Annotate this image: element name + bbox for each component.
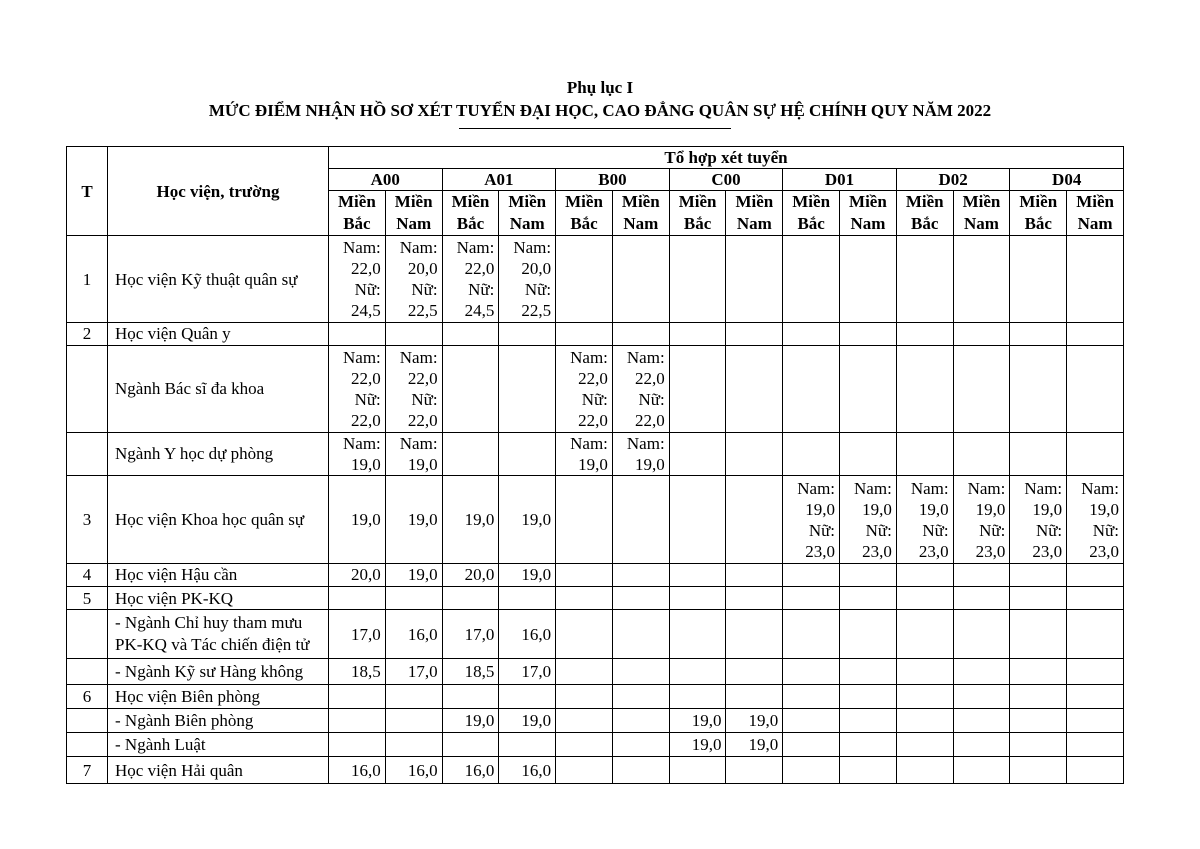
score-cell	[329, 708, 386, 732]
row-number: 3	[67, 476, 108, 563]
score-cell	[726, 587, 783, 610]
score-cell	[896, 733, 953, 757]
score-cell	[840, 432, 897, 476]
score-cell: 19,0	[726, 708, 783, 732]
score-cell	[499, 685, 556, 708]
combo-header: D04	[1010, 169, 1124, 191]
score-cell: 19,0	[329, 476, 386, 563]
score-cell	[896, 587, 953, 610]
score-cell	[612, 757, 669, 784]
score-cell: Nam: 22,0 Nữ: 22,0	[329, 345, 386, 432]
score-cell	[556, 685, 613, 708]
score-cell	[1010, 757, 1067, 784]
row-number	[67, 659, 108, 685]
score-cell	[499, 587, 556, 610]
score-cell	[442, 587, 499, 610]
score-cell	[953, 685, 1010, 708]
score-cell	[1010, 733, 1067, 757]
score-cell: 16,0	[385, 757, 442, 784]
score-cell	[556, 563, 613, 586]
score-cell	[896, 708, 953, 732]
score-cell	[840, 610, 897, 659]
score-cell	[612, 659, 669, 685]
score-cell	[953, 432, 1010, 476]
score-cell	[1067, 345, 1124, 432]
region-north-header: Miền Bắc	[556, 191, 613, 236]
score-cell	[669, 345, 726, 432]
score-cell	[783, 610, 840, 659]
score-cell	[783, 236, 840, 323]
score-cell	[1010, 236, 1067, 323]
score-cell	[953, 708, 1010, 732]
school-name: Học viện Hải quân	[108, 757, 329, 784]
score-cell: 20,0	[442, 563, 499, 586]
table-body	[67, 236, 1124, 784]
score-cell	[726, 323, 783, 345]
score-cell	[1010, 345, 1067, 432]
row-number	[67, 610, 108, 659]
school-name: Học viện Hậu cần	[108, 563, 329, 586]
school-name: Học viện PK-KQ	[108, 587, 329, 610]
score-cell	[1067, 659, 1124, 685]
school-name: Học viện Kỹ thuật quân sự	[108, 236, 329, 323]
score-cell	[385, 685, 442, 708]
school-name: Học viện Quân y	[108, 323, 329, 345]
score-cell: Nam: 19,0 Nữ: 23,0	[783, 476, 840, 563]
score-cell	[726, 685, 783, 708]
score-cell	[726, 236, 783, 323]
score-cell	[385, 587, 442, 610]
score-cell	[726, 659, 783, 685]
score-cell	[953, 563, 1010, 586]
row-number: 2	[67, 323, 108, 345]
combo-header: D01	[783, 169, 897, 191]
score-cell	[726, 345, 783, 432]
score-cell	[385, 323, 442, 345]
score-cell	[1067, 685, 1124, 708]
combo-header: C00	[669, 169, 783, 191]
score-cell	[499, 733, 556, 757]
region-south-header: Miền Nam	[953, 191, 1010, 236]
score-cell	[556, 323, 613, 345]
score-cell	[953, 236, 1010, 323]
score-cell	[840, 708, 897, 732]
score-cell	[896, 659, 953, 685]
score-cell	[840, 685, 897, 708]
region-north-header: Miền Bắc	[1010, 191, 1067, 236]
score-cell	[329, 733, 386, 757]
score-cell	[1010, 685, 1067, 708]
score-cell	[612, 708, 669, 732]
table-row	[67, 563, 1124, 586]
score-cell	[896, 432, 953, 476]
score-cell	[783, 323, 840, 345]
score-cell	[783, 708, 840, 732]
score-cell	[783, 345, 840, 432]
combo-header: D02	[896, 169, 1010, 191]
table-row	[67, 733, 1124, 757]
score-cell	[442, 733, 499, 757]
score-cell: Nam: 22,0 Nữ: 22,0	[385, 345, 442, 432]
score-cell	[1067, 432, 1124, 476]
school-name: Học viện Biên phòng	[108, 685, 329, 708]
score-cell	[1010, 610, 1067, 659]
score-cell: Nam: 19,0 Nữ: 23,0	[840, 476, 897, 563]
score-cell	[726, 563, 783, 586]
table-row	[67, 432, 1124, 476]
region-north-header: Miền Bắc	[329, 191, 386, 236]
score-cell	[1067, 236, 1124, 323]
score-cell	[442, 685, 499, 708]
score-cell	[783, 685, 840, 708]
region-south-header: Miền Nam	[499, 191, 556, 236]
region-south-header: Miền Nam	[840, 191, 897, 236]
score-cell: Nam: 20,0 Nữ: 22,5	[385, 236, 442, 323]
row-number	[67, 733, 108, 757]
score-cell: 17,0	[329, 610, 386, 659]
score-cell	[896, 323, 953, 345]
score-cell	[499, 432, 556, 476]
score-cell	[556, 476, 613, 563]
score-cell	[1067, 733, 1124, 757]
score-cell: Nam: 22,0 Nữ: 22,0	[612, 345, 669, 432]
table-row	[67, 236, 1124, 323]
score-cell	[953, 733, 1010, 757]
col-stt-header: T	[67, 147, 108, 236]
score-cell	[783, 757, 840, 784]
score-cell	[499, 345, 556, 432]
combo-header: A00	[329, 169, 443, 191]
score-cell	[1067, 323, 1124, 345]
document-title: MỨC ĐIỂM NHẬN HỒ SƠ XÉT TUYỂN ĐẠI HỌC, CAO ĐẲNG QUÂN SỰ HỆ CHÍNH QUY NĂM 2022	[208, 101, 992, 120]
score-cell	[669, 236, 726, 323]
row-number: 6	[67, 685, 108, 708]
region-south-header: Miền Nam	[726, 191, 783, 236]
score-cell	[840, 563, 897, 586]
score-cell	[953, 345, 1010, 432]
score-cell: 19,0	[385, 563, 442, 586]
score-cell: 19,0	[499, 476, 556, 563]
score-cell: Nam: 22,0 Nữ: 24,5	[442, 236, 499, 323]
school-name: - Ngành Chỉ huy tham mưu PK-KQ và Tác chiến điện tử	[108, 610, 329, 659]
score-cell	[896, 685, 953, 708]
table-row	[67, 323, 1124, 345]
table-row	[67, 708, 1124, 732]
score-cell	[726, 476, 783, 563]
school-name: - Ngành Kỹ sư Hàng không	[108, 659, 329, 685]
score-cell	[669, 563, 726, 586]
score-cell: 16,0	[329, 757, 386, 784]
score-cell	[783, 432, 840, 476]
score-cell	[669, 587, 726, 610]
score-cell: Nam: 19,0 Nữ: 23,0	[1067, 476, 1124, 563]
score-cell: 19,0	[726, 733, 783, 757]
score-cell	[840, 587, 897, 610]
combo-group-header: Tổ hợp xét tuyển	[329, 147, 1124, 169]
score-cell	[556, 610, 613, 659]
score-cell: 19,0	[442, 708, 499, 732]
score-cell: 16,0	[499, 610, 556, 659]
col-school-header: Học viện, trường	[108, 147, 329, 236]
score-cell: 17,0	[499, 659, 556, 685]
row-number: 7	[67, 757, 108, 784]
score-cell	[840, 323, 897, 345]
score-cell	[329, 323, 386, 345]
score-cell	[556, 659, 613, 685]
score-cell	[442, 323, 499, 345]
score-cell	[1067, 587, 1124, 610]
score-cell	[783, 587, 840, 610]
score-cell: Nam: 20,0 Nữ: 22,5	[499, 236, 556, 323]
score-cell	[329, 587, 386, 610]
row-number	[67, 345, 108, 432]
score-cell: 19,0	[499, 708, 556, 732]
score-cell	[1010, 323, 1067, 345]
score-cell	[1010, 432, 1067, 476]
score-cell	[840, 345, 897, 432]
score-cell	[783, 733, 840, 757]
score-cell: 16,0	[385, 610, 442, 659]
score-cell	[840, 659, 897, 685]
score-cell: Nam: 19,0 Nữ: 23,0	[1010, 476, 1067, 563]
score-cell: Nam: 19,0	[385, 432, 442, 476]
score-cell: 17,0	[385, 659, 442, 685]
score-cell	[669, 757, 726, 784]
score-cell	[442, 345, 499, 432]
score-cell	[612, 476, 669, 563]
region-south-header: Miền Nam	[385, 191, 442, 236]
school-name: Ngành Y học dự phòng	[108, 432, 329, 476]
score-cell: 17,0	[442, 610, 499, 659]
score-cell: Nam: 22,0 Nữ: 24,5	[329, 236, 386, 323]
score-cell	[669, 610, 726, 659]
table-row	[67, 685, 1124, 708]
score-cell	[1067, 610, 1124, 659]
score-cell: 20,0	[329, 563, 386, 586]
score-cell	[953, 757, 1010, 784]
score-cell	[726, 757, 783, 784]
region-south-header: Miền Nam	[1067, 191, 1124, 236]
score-cell	[896, 236, 953, 323]
score-cell	[556, 733, 613, 757]
score-cell: 16,0	[442, 757, 499, 784]
score-cell	[612, 563, 669, 586]
score-cell	[783, 659, 840, 685]
score-cell	[669, 432, 726, 476]
table-row	[67, 476, 1124, 563]
score-cell: 19,0	[442, 476, 499, 563]
score-cell: Nam: 19,0	[329, 432, 386, 476]
score-cell	[669, 323, 726, 345]
score-cell: Nam: 19,0 Nữ: 23,0	[896, 476, 953, 563]
region-north-header: Miền Bắc	[669, 191, 726, 236]
region-north-header: Miền Bắc	[783, 191, 840, 236]
score-cell	[612, 323, 669, 345]
score-cell	[612, 733, 669, 757]
table-row	[67, 345, 1124, 432]
score-cell: Nam: 19,0	[612, 432, 669, 476]
score-cell	[1067, 708, 1124, 732]
region-south-header: Miền Nam	[612, 191, 669, 236]
score-cell	[612, 610, 669, 659]
score-cell	[953, 659, 1010, 685]
score-cell	[896, 563, 953, 586]
school-name: - Ngành Biên phòng	[108, 708, 329, 732]
score-cell: 19,0	[669, 733, 726, 757]
score-cell	[840, 757, 897, 784]
score-cell	[783, 563, 840, 586]
score-cell	[669, 685, 726, 708]
score-cell	[1067, 757, 1124, 784]
row-number: 4	[67, 563, 108, 586]
score-cell	[1010, 708, 1067, 732]
school-name: Ngành Bác sĩ đa khoa	[108, 345, 329, 432]
combo-header: B00	[556, 169, 670, 191]
score-cell	[442, 432, 499, 476]
score-cell	[612, 685, 669, 708]
admission-score-table	[66, 146, 1124, 784]
region-north-header: Miền Bắc	[442, 191, 499, 236]
score-cell	[953, 323, 1010, 345]
row-number: 1	[67, 236, 108, 323]
title-underline	[459, 128, 731, 129]
score-cell	[953, 587, 1010, 610]
row-number: 5	[67, 587, 108, 610]
score-cell: 18,5	[442, 659, 499, 685]
row-number	[67, 708, 108, 732]
combo-header: A01	[442, 169, 556, 191]
score-cell	[612, 587, 669, 610]
table-row	[67, 610, 1124, 659]
score-cell	[896, 345, 953, 432]
score-cell: Nam: 22,0 Nữ: 22,0	[556, 345, 613, 432]
score-cell	[669, 476, 726, 563]
score-cell	[556, 708, 613, 732]
score-cell	[669, 659, 726, 685]
score-cell	[556, 757, 613, 784]
table-row	[67, 757, 1124, 784]
score-cell	[499, 323, 556, 345]
score-cell	[726, 610, 783, 659]
appendix-label: Phụ lục I	[566, 78, 634, 97]
score-cell	[840, 733, 897, 757]
score-cell	[556, 236, 613, 323]
score-cell	[896, 757, 953, 784]
score-cell: Nam: 19,0	[556, 432, 613, 476]
row-number	[67, 432, 108, 476]
school-name: - Ngành Luật	[108, 733, 329, 757]
score-cell	[1010, 563, 1067, 586]
score-cell: Nam: 19,0 Nữ: 23,0	[953, 476, 1010, 563]
school-name: Học viện Khoa học quân sự	[108, 476, 329, 563]
region-north-header: Miền Bắc	[896, 191, 953, 236]
table-row	[67, 587, 1124, 610]
score-cell	[612, 236, 669, 323]
score-cell	[953, 610, 1010, 659]
score-cell: 16,0	[499, 757, 556, 784]
table-row	[67, 659, 1124, 685]
score-cell: 19,0	[499, 563, 556, 586]
score-cell	[329, 685, 386, 708]
score-cell	[896, 610, 953, 659]
score-cell	[385, 733, 442, 757]
score-cell	[726, 432, 783, 476]
score-cell	[1067, 563, 1124, 586]
score-cell: 19,0	[669, 708, 726, 732]
score-cell	[1010, 659, 1067, 685]
score-cell	[840, 236, 897, 323]
score-cell: 19,0	[385, 476, 442, 563]
score-cell	[556, 587, 613, 610]
score-cell: 18,5	[329, 659, 386, 685]
score-cell	[385, 708, 442, 732]
score-cell	[1010, 587, 1067, 610]
